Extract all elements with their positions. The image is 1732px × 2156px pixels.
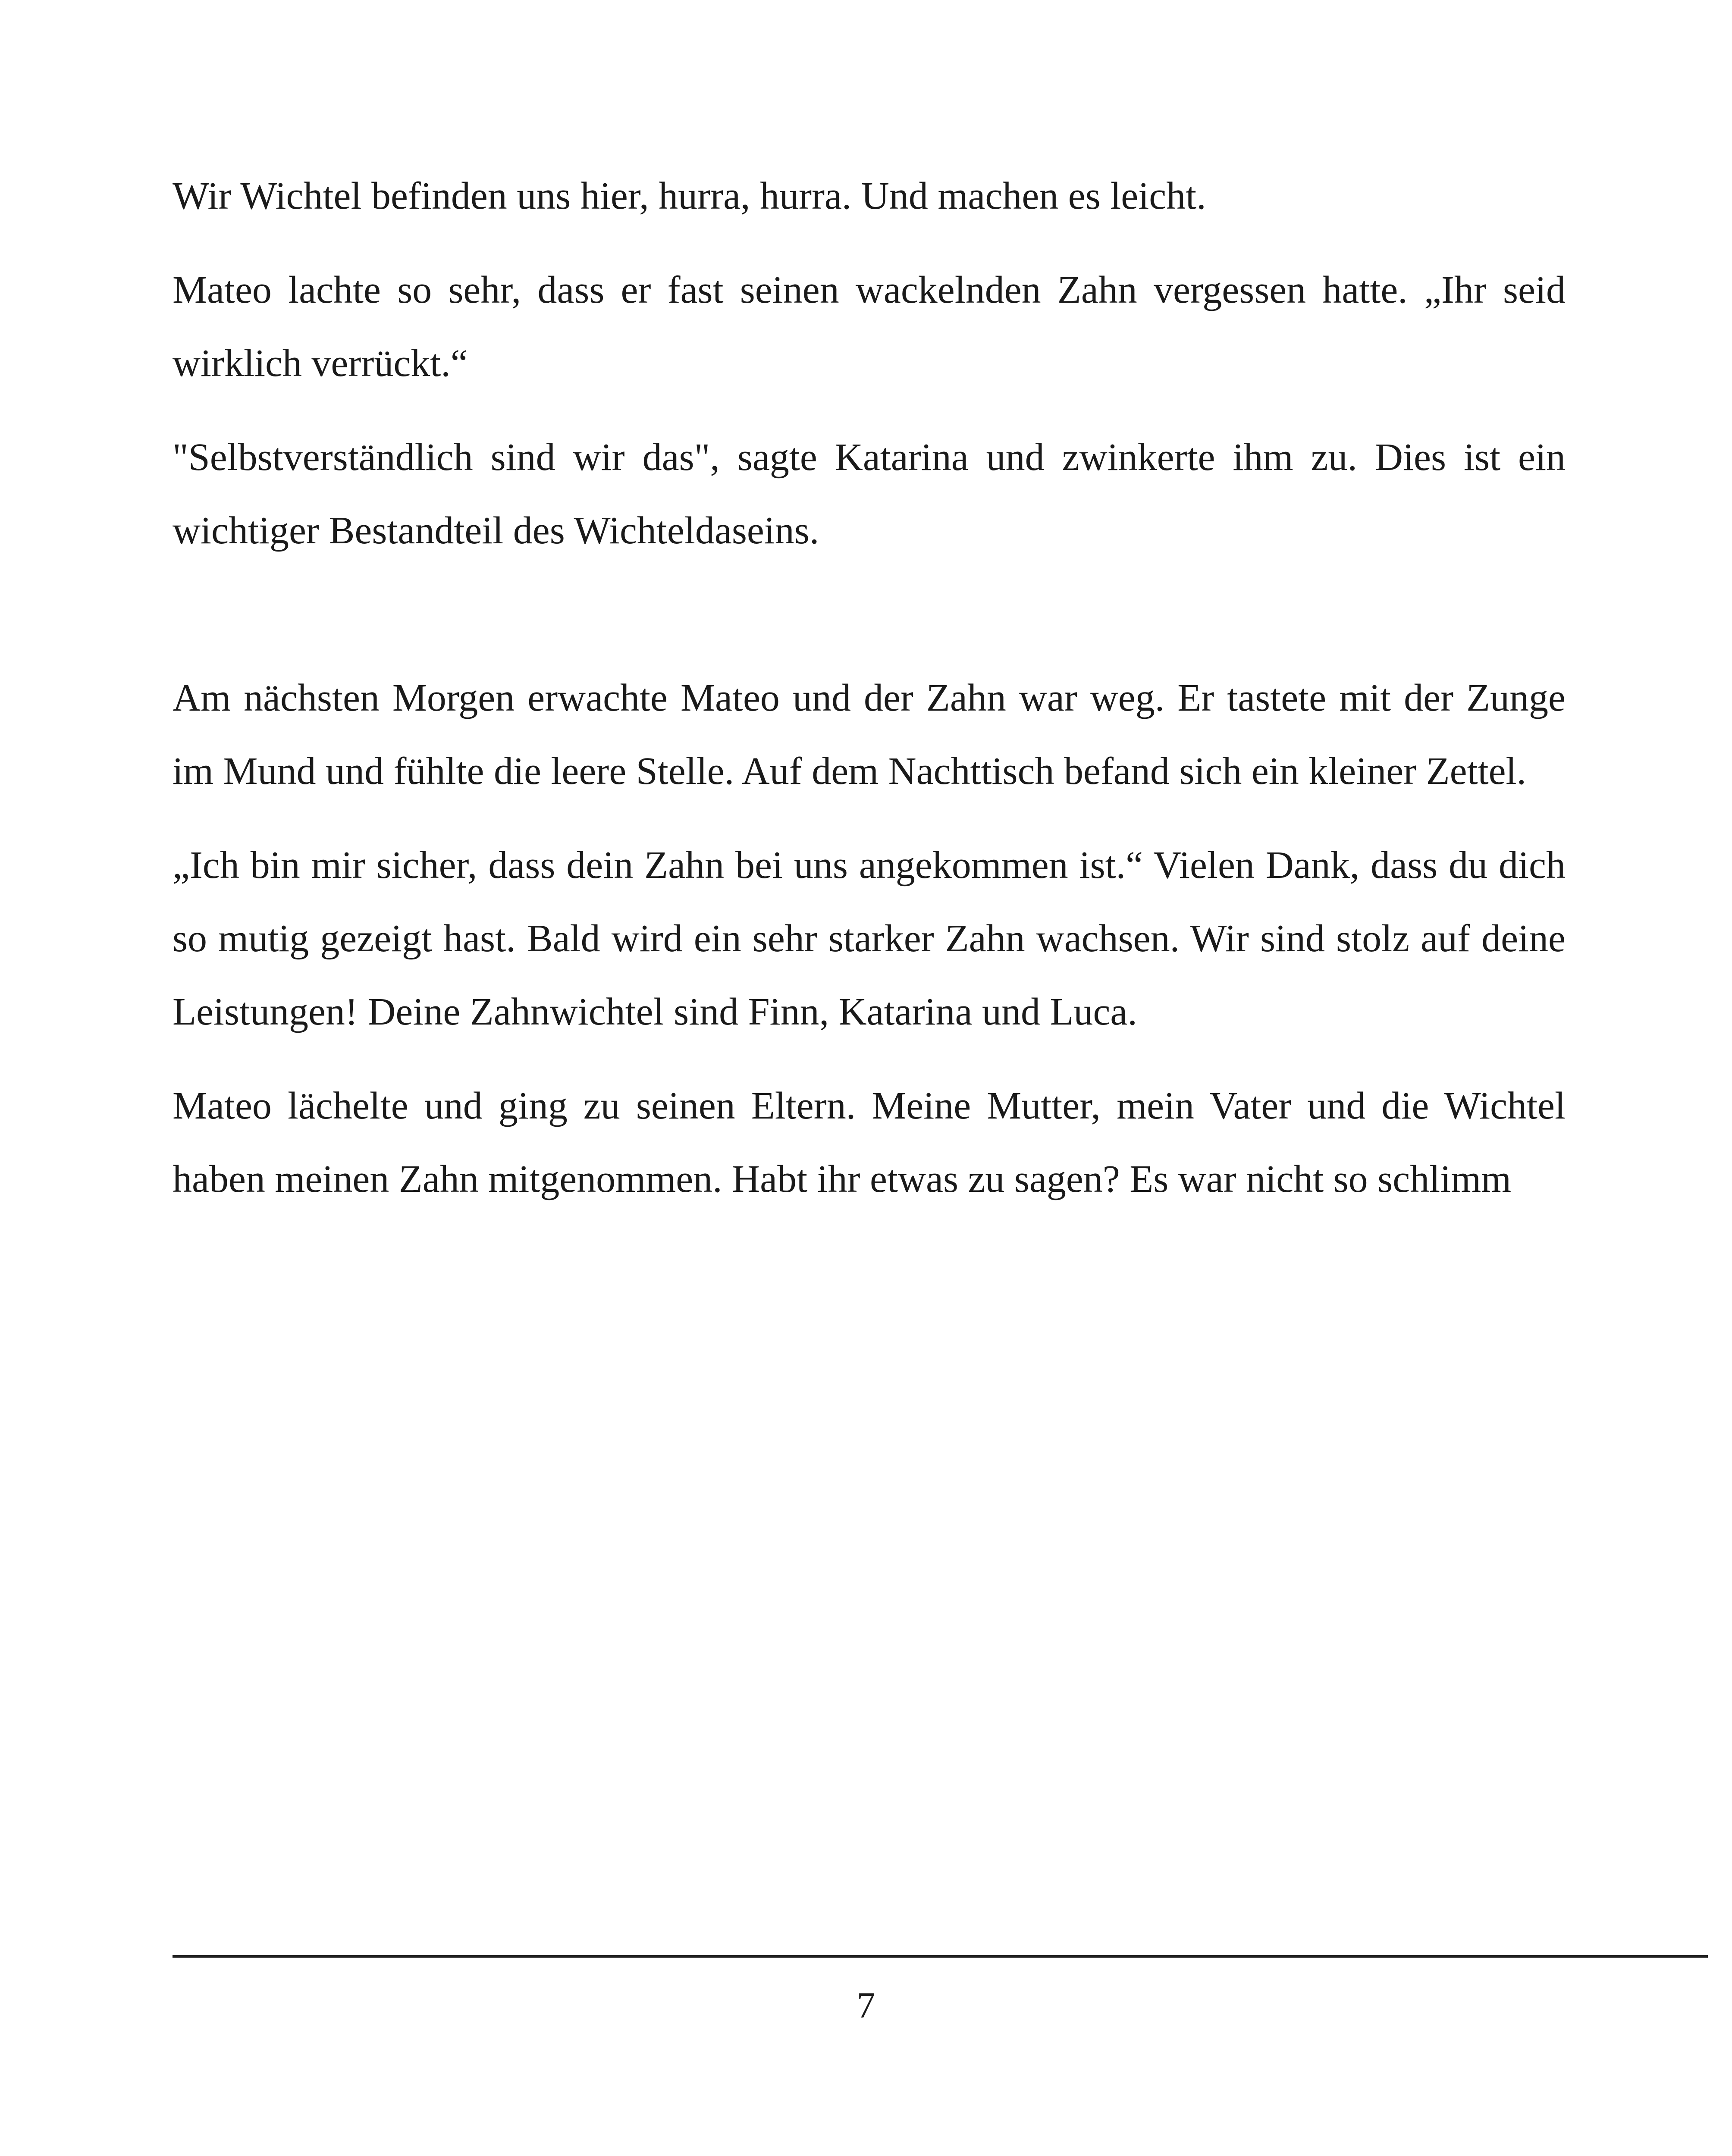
paragraph: Mateo lächelte und ging zu seinen Eltern. Meine Mutter, mein Vater und die Wichtel haben meinen Zahn mitgenommen. Habt ihr etwas zu sagen? Es war nicht so schlimm xyxy=(173,1084,1566,1200)
paragraph: "Selbstverständlich sind wir das", sagte Katarina und zwinkerte ihm zu. Dies ist ein wichtiger Bestandteil des Wichteldaseins. xyxy=(173,436,1566,552)
page-body xyxy=(173,160,1566,1237)
footer-divider xyxy=(173,1955,1708,1958)
paragraph: Wir Wichtel befinden uns hier, hurra, hurra. Und machen es leicht. xyxy=(173,175,1206,217)
page-number: 7 xyxy=(857,1984,875,2026)
paragraph: „Ich bin mir sicher, dass dein Zahn bei uns angekommen ist.“ Vielen Dank, dass du dich so mutig gezeigt hast. Bald wird ein sehr starker Zahn wachsen. Wir sind stolz auf deine Leistungen! Deine Zahnwichtel sind Finn, Katarina und Luca. xyxy=(173,844,1566,1033)
section-spacer xyxy=(173,588,1566,661)
paragraph: Am nächsten Morgen erwachte Mateo und der Zahn war weg. Er tastete mit der Zunge im Mund und fühlte die leere Stelle. Auf dem Nachttisch befand sich ein kleiner Zettel. xyxy=(173,677,1566,793)
paragraph: Mateo lachte so sehr, dass er fast seinen wackelnden Zahn vergessen hatte. „Ihr seid wirklich verrückt.“ xyxy=(173,269,1566,385)
